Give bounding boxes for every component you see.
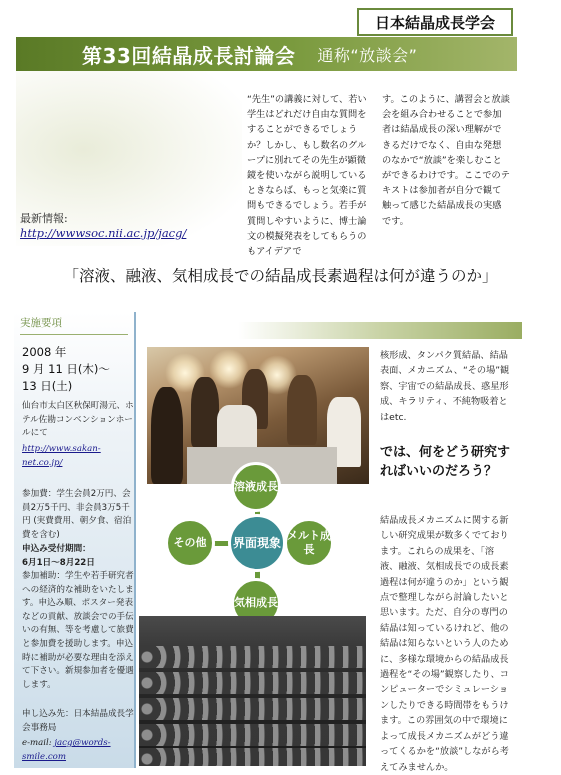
event-dates-end: 13 日(土) — [22, 379, 73, 393]
audience-photo — [139, 616, 366, 766]
decorative-gradient-bar — [238, 322, 522, 339]
page-title: 第33回結晶成長討論会 — [82, 43, 296, 68]
audience-row — [139, 672, 366, 694]
venue-link[interactable]: http://www.sakan-net.co.jp/ — [22, 444, 101, 468]
application-period-label: 申込み受付期間： — [22, 544, 91, 554]
travel-support: 参加補助：学生や若手研究者への経済的な補助をいたします。申込み順、ポスター発表などの貢献、放談会での手伝いの有無、等を考慮して旅費と参加費を援助します。申込時に補助が必要な理由を添えて下さい。新規参加者を優遇します。 — [22, 571, 134, 690]
news-label: 最新情報: — [20, 212, 68, 225]
intro-text-col2: す。このように、講習会と放談会を組み合わせることで参加者は結晶成長の深い理解ができるだけでなく、自由な発想のなかで“放談”を楽しむことができるわけです。ここでのテキストは参加者が自分で観て触って感じた結晶成長の実感です。 — [382, 94, 510, 227]
node-other: その他 — [165, 518, 215, 568]
event-year: 2008 年 — [22, 345, 67, 359]
application-period-dates: 6月1日～8月22日 — [22, 557, 95, 568]
theme-heading: 「溶液、融液、気相成長での結晶成長素過程は何が違うのか」 — [63, 267, 498, 285]
page-title-bar — [16, 37, 517, 71]
contact-info: 申し込み先：日本結晶成長学会事務局 — [22, 709, 134, 733]
audience-row — [139, 646, 366, 668]
participation-fee: 参加費：学生会員2万円、会員2万5千円、非会員3万5千円 (実費費用、朝夕食、宿泊費を含む) — [22, 489, 132, 540]
event-date — [22, 344, 110, 395]
topics-text: 核形成、タンパク質結晶、結晶表面、メカニズム、“その場”観察、宇宙での結晶成長、惑星形成、キラリティ、不純物吸着とはetc. — [380, 350, 510, 423]
email-link[interactable]: jacg@words-smile.com — [22, 738, 111, 762]
audience-row — [139, 724, 366, 746]
node-melt-growth: メルト成長 — [284, 518, 334, 568]
person-silhouette — [287, 375, 317, 445]
contact-email — [22, 737, 134, 764]
person-silhouette — [191, 377, 219, 447]
sidebar-heading: 実施要項 — [20, 317, 62, 329]
audience-row — [139, 748, 366, 766]
organization-label: 日本結晶成長学会 — [357, 8, 513, 36]
page-subtitle: 通称“放談会” — [317, 45, 418, 65]
question-heading: では、何をどう研究すればいいのだろう？ — [380, 445, 511, 479]
application-period — [22, 543, 134, 570]
sidebar-divider — [20, 334, 128, 335]
node-vapor-growth: 気相成長 — [231, 578, 281, 628]
news-link[interactable]: http://wwwsoc.nii.ac.jp/jacg/ — [20, 226, 187, 240]
event-dates: 9 月 11 日(木)～ — [22, 362, 110, 376]
node-interface-phenomena: 界面現象 — [228, 514, 286, 572]
event-venue: 仙台市太白区秋保町湯元、ホテル佐勘コンベンションホールにて — [22, 401, 134, 439]
person-silhouette — [151, 387, 183, 484]
audience-row — [139, 698, 366, 720]
email-label: e-mail: — [22, 738, 52, 748]
event-details-sidebar — [14, 312, 136, 768]
intro-text-col1: “先生”の講義に対して、若い学生はどれだけ自由な質問をすることができるでしょうか？しかし、もし数名のグループに別れてその先生が顕微鏡を使いながら説明しているときならば、もっと気楽に質問もできるでしょう。若手が質問しやすいように、博士論文の模擬発表をしてもらうのもアイデアで — [247, 94, 367, 258]
node-solution-growth: 溶液成長 — [231, 462, 281, 512]
description-text: 結晶成長メカニズムに関する新しい研究成果が数多くでております。これらの成果を、「溶液、融液、気相成長での成長素過程は何が違うのか」という観点で整理しながら討論したいと思います。ただ、自分の専門の結晶は知っているけれど、他の結晶は知らないという人のために、多様な環境からの結晶成長過程を“その場”観察したり、コンピューターでシミュレーションしたりできる時間帯をもうけます。この雰囲気の中で環境によって成長メカニズムがどう違ってくるかを“放談”しながら考えてみませんか。 — [380, 515, 509, 773]
